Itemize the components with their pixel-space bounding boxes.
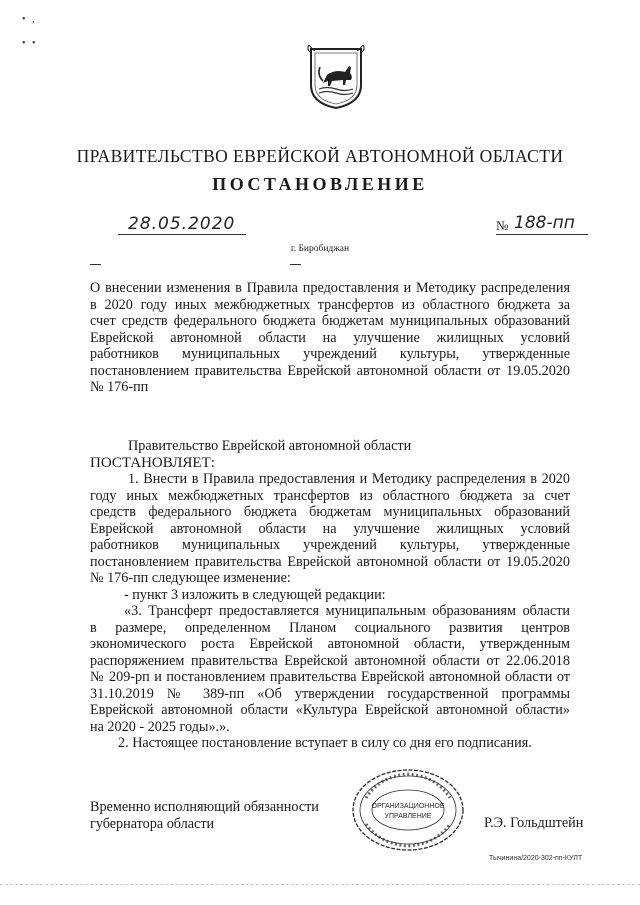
subject-line: постановлением правительства Еврейской автономной области от 19.05.2020	[90, 362, 570, 379]
document-type: ПОСТАНОВЛЕНИЕ	[212, 174, 428, 194]
subject-line: Еврейской автономной области на улучшение жилищных условий	[90, 329, 570, 346]
quote-line: на 2020 - 2025 годы».».	[90, 718, 230, 735]
seal-stamp-icon	[350, 768, 466, 852]
document-subject	[90, 280, 570, 396]
subject-line: работников муниципальных учреждений культуры, утвержденные	[90, 346, 570, 362]
signatory-position	[90, 799, 319, 833]
resolves-heading: ПОСТАНОВЛЯЕТ:	[90, 454, 215, 471]
quote-line: экономического роста Еврейской автономной области, утвержденным	[90, 636, 570, 652]
coat-of-arms-icon	[305, 45, 367, 111]
item2: 2. Настоящее постановление вступает в силу со дня его подписания.	[118, 735, 532, 751]
city: г. Биробиджан	[290, 244, 350, 254]
quote-line: 31.10.2019 № 389-пп «Об утверждении государственной программы	[90, 685, 570, 702]
item1-line: средств федерального бюджета бюджетам муниципальных образований	[90, 504, 570, 520]
document-body	[90, 438, 570, 752]
quote-line: «3. Трансферт предоставляется муниципальным образованиям области	[124, 603, 570, 619]
executor-reference: Тычинина/2020-302-пп-КУЛТ	[489, 855, 583, 862]
date-underline	[118, 234, 246, 235]
item1-line: работников муниципальных учреждений культуры, утвержденные	[90, 537, 570, 553]
subject-line: № 176-пп	[90, 379, 149, 395]
scan-edge	[0, 884, 640, 885]
subject-line: в 2020 году иных межбюджетных трансфертов из областного бюджета за	[90, 296, 570, 313]
subject-line: О внесении изменения в Правила предоставления и Методику распределения	[90, 280, 570, 296]
quote-line: в размере, определенном Планом социального развития центров	[90, 619, 570, 636]
item1-line: постановлением правительства Еврейской автономной области от 19.05.2020	[90, 553, 570, 570]
government-title: ПРАВИТЕЛЬСТВО ЕВРЕЙСКОЙ АВТОНОМНОЙ ОБЛАСТИ	[76, 146, 564, 166]
sub-item: - пункт 3 изложить в следующей редакции:	[124, 586, 386, 603]
item1-line: 1. Внести в Правила предоставления и Методику распределения в 2020	[128, 471, 570, 487]
item1-line: году иных межбюджетных трансфертов из областного бюджета за счет	[90, 487, 570, 504]
title-bracket-right	[290, 264, 301, 271]
position-line: Временно исполняющий обязанности	[90, 799, 319, 815]
quote-line: Еврейской автономной области «Культура Еврейской автономной области»	[90, 702, 570, 718]
signer-name: Р.Э. Гольдштейн	[484, 815, 584, 831]
position-line: губернатора области	[90, 816, 215, 832]
scan-marks: • , • •	[22, 14, 38, 49]
number-label: №	[496, 218, 509, 233]
seal-text-line: ОРГАНИЗАЦИОННОЕ	[371, 803, 445, 810]
preamble: Правительство Еврейской автономной области	[128, 438, 412, 454]
document-date: 28.05.2020	[128, 214, 236, 234]
document-number: 188-пп	[514, 213, 575, 233]
seal-text-line: УПРАВЛЕНИЕ	[384, 813, 432, 820]
number-underline	[496, 234, 588, 235]
item1-line: Еврейской автономной области на улучшение жилищных условий	[90, 520, 570, 537]
quote-line: распоряжением правительства Еврейской автономной области от 22.06.2018	[90, 652, 570, 669]
quote-line: № 209-рп и постановлением правительства Еврейской автономной области от	[90, 669, 570, 685]
item1-line: № 176-пп следующее изменение:	[90, 570, 291, 586]
subject-line: счет средств федерального бюджета бюджетам муниципальных образований	[90, 313, 570, 329]
title-bracket-left	[90, 264, 101, 271]
